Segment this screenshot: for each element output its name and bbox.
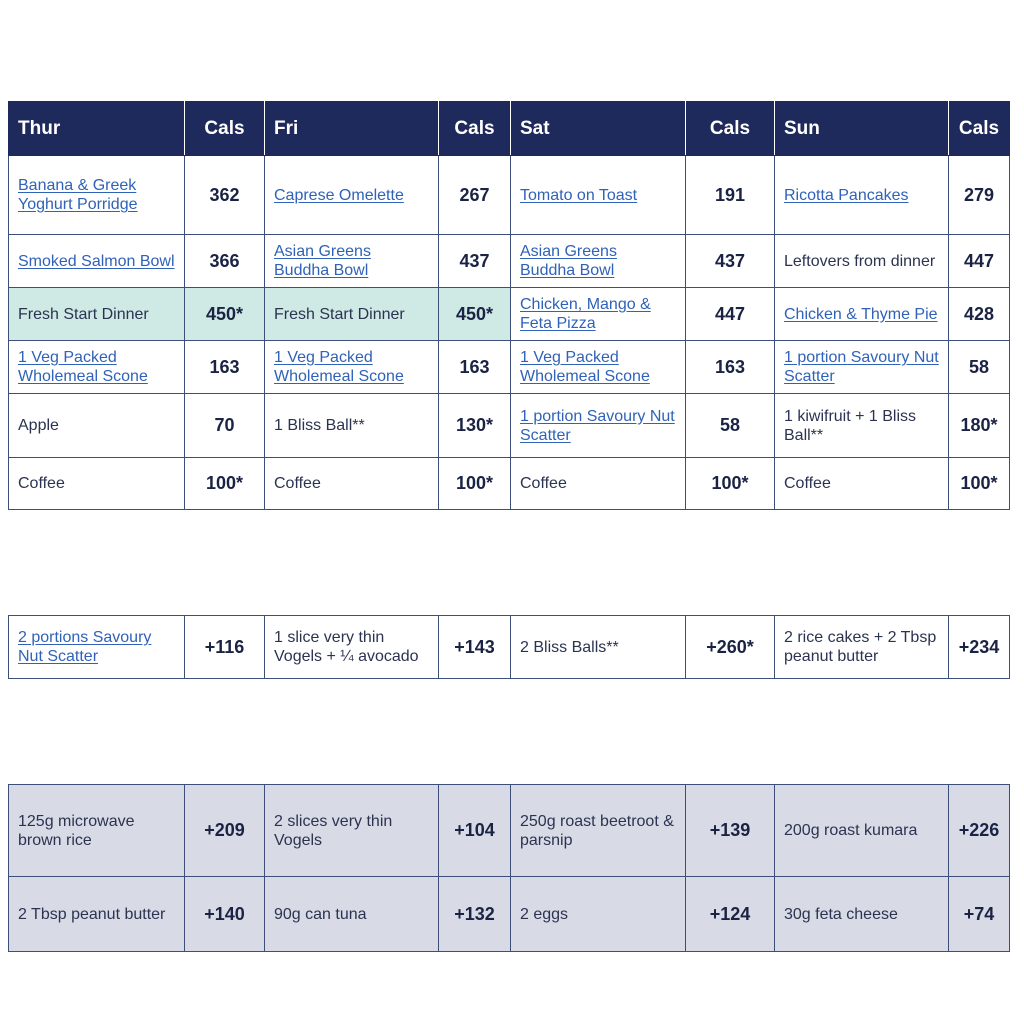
table-row: [9, 341, 1010, 394]
calories-cell: +260*: [686, 616, 775, 679]
meal-cell: Coffee: [511, 458, 686, 510]
calories-cell: 267: [439, 156, 511, 235]
meal-cell: [9, 235, 185, 288]
calories-cell: +74: [949, 877, 1010, 952]
snack-addon-table: [8, 615, 1010, 679]
meal-cell: 200g roast kumara: [775, 785, 949, 877]
calories-cell: +132: [439, 877, 511, 952]
calories-cell: +234: [949, 616, 1010, 679]
header-sat: Sat: [511, 102, 686, 156]
calories-cell: 191: [686, 156, 775, 235]
recipe-link[interactable]: Ricotta Pancakes: [784, 186, 909, 204]
meal-plan-table: [8, 101, 1010, 510]
recipe-link[interactable]: 1 Veg Packed Wholemeal Scone: [18, 349, 148, 385]
recipe-link[interactable]: 2 portions Savoury Nut Scatter: [18, 629, 152, 665]
meal-cell: 1 kiwifruit + 1 Bliss Ball**: [775, 394, 949, 458]
table-row: [9, 616, 1010, 679]
meal-cell: [511, 288, 686, 341]
calories-cell: 163: [439, 341, 511, 394]
meal-cell: 2 eggs: [511, 877, 686, 952]
recipe-link[interactable]: Tomato on Toast: [520, 186, 638, 204]
calories-cell: 58: [686, 394, 775, 458]
calories-cell: +143: [439, 616, 511, 679]
meal-cell: [9, 616, 185, 679]
calories-cell: +226: [949, 785, 1010, 877]
table-row: [9, 394, 1010, 458]
meal-cell: [511, 394, 686, 458]
meal-cell: [775, 341, 949, 394]
calories-cell: 447: [686, 288, 775, 341]
meal-cell: [265, 156, 439, 235]
meal-cell: 2 rice cakes + 2 Tbsp peanut butter: [775, 616, 949, 679]
meal-cell: Fresh Start Dinner: [9, 288, 185, 341]
meal-cell: Fresh Start Dinner: [265, 288, 439, 341]
meal-cell: 250g roast beetroot & parsnip: [511, 785, 686, 877]
table-row: [9, 785, 1010, 877]
calories-cell: 362: [185, 156, 265, 235]
calories-cell: +124: [686, 877, 775, 952]
header-fri-cals: Cals: [439, 102, 511, 156]
calories-cell: 100*: [686, 458, 775, 510]
table-row: [9, 877, 1010, 952]
recipe-link[interactable]: Banana & Greek Yoghurt Porridge: [18, 177, 138, 213]
meal-cell: [511, 235, 686, 288]
calories-cell: +104: [439, 785, 511, 877]
calories-cell: 100*: [439, 458, 511, 510]
calories-cell: +116: [185, 616, 265, 679]
calories-cell: 130*: [439, 394, 511, 458]
header-sun-cals: Cals: [949, 102, 1010, 156]
meal-cell: Apple: [9, 394, 185, 458]
recipe-link[interactable]: Asian Greens Buddha Bowl: [274, 243, 371, 279]
calories-cell: 447: [949, 235, 1010, 288]
meal-cell: [775, 156, 949, 235]
meal-cell: 2 Tbsp peanut butter: [9, 877, 185, 952]
meal-cell: [511, 341, 686, 394]
calories-cell: 437: [439, 235, 511, 288]
recipe-link[interactable]: 1 Veg Packed Wholemeal Scone: [520, 349, 650, 385]
calories-cell: 366: [185, 235, 265, 288]
meal-cell: Coffee: [9, 458, 185, 510]
header-sun: Sun: [775, 102, 949, 156]
calories-cell: +140: [185, 877, 265, 952]
table-row: [9, 458, 1010, 510]
meal-cell: Leftovers from dinner: [775, 235, 949, 288]
recipe-link[interactable]: 1 portion Savoury Nut Scatter: [520, 407, 675, 444]
meal-cell: [9, 341, 185, 394]
recipe-link[interactable]: Asian Greens Buddha Bowl: [520, 243, 617, 279]
meal-cell: [775, 288, 949, 341]
calories-cell: 58: [949, 341, 1010, 394]
calories-cell: 100*: [949, 458, 1010, 510]
calories-cell: 180*: [949, 394, 1010, 458]
table-row: [9, 288, 1010, 341]
meal-cell: [265, 341, 439, 394]
calories-cell: 163: [686, 341, 775, 394]
meal-cell: 1 Bliss Ball**: [265, 394, 439, 458]
meal-cell: 30g feta cheese: [775, 877, 949, 952]
table-row: [9, 235, 1010, 288]
recipe-link[interactable]: Chicken & Thyme Pie: [784, 305, 938, 323]
calories-cell: 70: [185, 394, 265, 458]
header-thur: Thur: [9, 102, 185, 156]
recipe-link[interactable]: Smoked Salmon Bowl: [18, 252, 175, 270]
header-sat-cals: Cals: [686, 102, 775, 156]
recipe-link[interactable]: Chicken, Mango & Feta Pizza: [520, 296, 651, 332]
calories-cell: 279: [949, 156, 1010, 235]
extras-table: [8, 784, 1010, 952]
meal-cell: Coffee: [265, 458, 439, 510]
meal-cell: 2 slices very thin Vogels: [265, 785, 439, 877]
calories-cell: +139: [686, 785, 775, 877]
meal-cell: 125g microwave brown rice: [9, 785, 185, 877]
recipe-link[interactable]: Caprese Omelette: [274, 186, 404, 204]
meal-cell: Coffee: [775, 458, 949, 510]
meal-cell: 1 slice very thin Vogels + ¼ avocado: [265, 616, 439, 679]
header-fri: Fri: [265, 102, 439, 156]
calories-cell: 100*: [185, 458, 265, 510]
recipe-link[interactable]: 1 portion Savoury Nut Scatter: [784, 349, 939, 385]
meal-cell: 2 Bliss Balls**: [511, 616, 686, 679]
meal-cell: 90g can tuna: [265, 877, 439, 952]
calories-cell: 163: [185, 341, 265, 394]
meal-cell: [511, 156, 686, 235]
header-thur-cals: Cals: [185, 102, 265, 156]
calories-cell: 450*: [185, 288, 265, 341]
table-row: [9, 156, 1010, 235]
calories-cell: 428: [949, 288, 1010, 341]
meal-cell: [9, 156, 185, 235]
calories-cell: 450*: [439, 288, 511, 341]
recipe-link[interactable]: 1 Veg Packed Wholemeal Scone: [274, 349, 404, 385]
calories-cell: 437: [686, 235, 775, 288]
header-row: [9, 102, 1010, 156]
meal-cell: [265, 235, 439, 288]
calories-cell: +209: [185, 785, 265, 877]
